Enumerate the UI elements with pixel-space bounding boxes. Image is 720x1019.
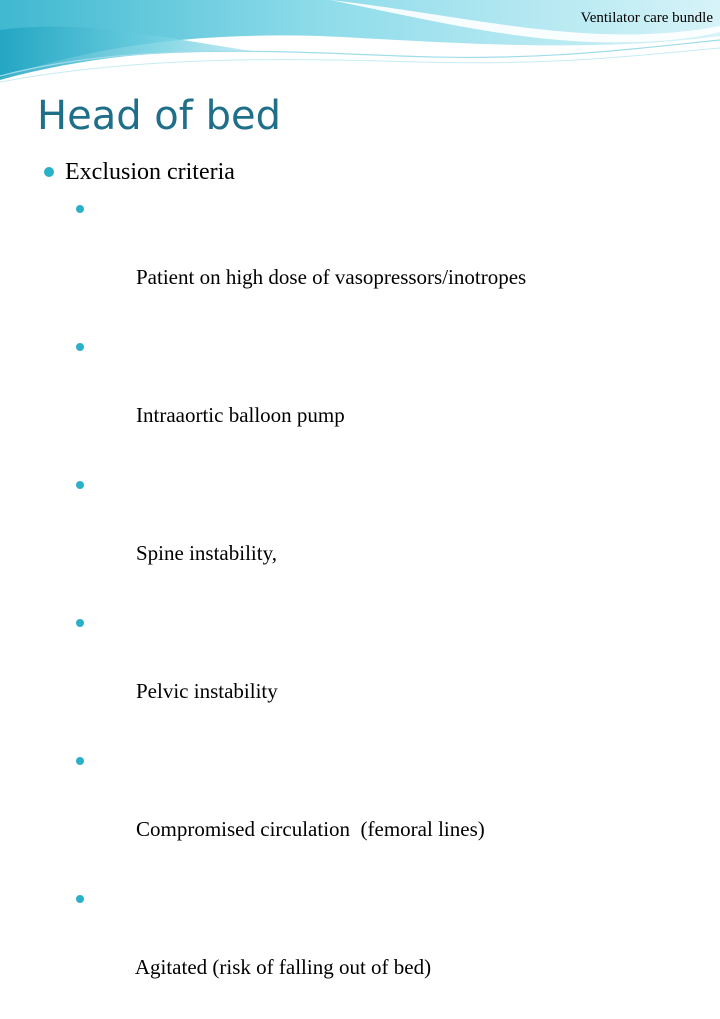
bullet-dot-icon xyxy=(76,757,84,765)
bullet-dot-icon xyxy=(76,481,84,489)
sub-bullet xyxy=(75,191,704,329)
main-bullet xyxy=(44,155,704,189)
sub-bullet-text: Pelvic instability xyxy=(136,679,278,703)
sub-bullet-text: Intraaortic balloon pump xyxy=(136,403,345,427)
bullet-dot-icon xyxy=(76,895,84,903)
sub-bullet-text: Spine instability, xyxy=(136,541,277,565)
main-bullet-text: Exclusion criteria xyxy=(65,159,235,185)
bullet-dot-icon xyxy=(76,343,84,351)
sub-bullet-text: Patient on high dose of vasopressors/inotropes xyxy=(136,265,527,289)
sub-bullet xyxy=(75,329,704,467)
sub-bullet xyxy=(75,881,704,1019)
sub-bullet-text: Agitated (risk of falling out of bed) xyxy=(134,955,432,979)
bullet-dot-icon xyxy=(76,205,84,213)
bullet-content xyxy=(44,155,704,1019)
slide-title: Head of bed xyxy=(37,93,281,139)
sub-bullet-list xyxy=(44,191,704,1019)
bullet-dot-icon xyxy=(76,619,84,627)
sub-bullet xyxy=(75,605,704,743)
sub-bullet xyxy=(75,743,704,881)
sub-bullet xyxy=(75,467,704,605)
header-text: Ventilator care bundle xyxy=(580,10,713,26)
bullet-dot-icon xyxy=(44,167,54,177)
sub-bullet-text: Compromised circulation (femoral lines) xyxy=(136,817,485,841)
